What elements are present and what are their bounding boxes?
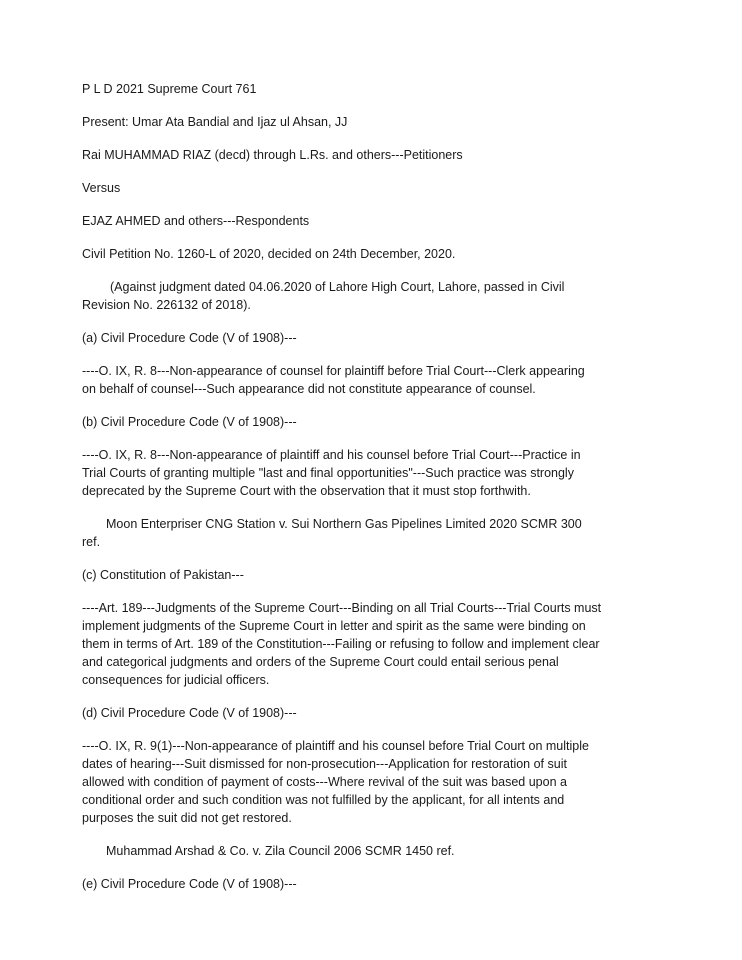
headnote-c-body: ----Art. 189---Judgments of the Supreme Court---Binding on all Trial Courts---Trial Courts must implement judgments of the Supreme Court in letter and spirit as the same were binding on them in terms of Art. 189 of the Constitution---Failing or refusing to follow and implement clear and categorical judgments and orders of the Supreme Court could entail serious penal consequences for judicial officers. — [82, 601, 602, 687]
headnote-b-body: ----O. IX, R. 8---Non-appearance of plaintiff and his counsel before Trial Court---Practice in Trial Courts of granting multiple "last and final opportunities"---Such practice was strongly deprecated by the Supreme Court with the observation that it must stop forthwith. — [82, 448, 581, 498]
versus: Versus — [82, 181, 121, 195]
headnote-d-reference: Muhammad Arshad & Co. v. Zila Council 2006 SCMR 1450 ref. — [106, 844, 455, 858]
bench-present: Present: Umar Ata Bandial and Ijaz ul Ahsan, JJ — [82, 115, 348, 129]
headnote-b-title: (b) Civil Procedure Code (V of 1908)--- — [82, 415, 297, 429]
respondents: EJAZ AHMED and others---Respondents — [82, 214, 310, 228]
judgment-page — [82, 80, 602, 908]
against-judgment: (Against judgment dated 04.06.2020 of Lahore High Court, Lahore, passed in Civil Revision No. 226132 of 2018). — [82, 280, 565, 312]
headnote-a-title: (a) Civil Procedure Code (V of 1908)--- — [82, 331, 297, 345]
headnote-e-title: (e) Civil Procedure Code (V of 1908)--- — [82, 877, 297, 891]
headnote-d-body: ----O. IX, R. 9(1)---Non-appearance of plaintiff and his counsel before Trial Court on multiple dates of hearing---Suit dismissed for non-prosecution---Application for restoration of suit allowed with condition of payment of costs---Where revival of the suit was based upon a conditional order and such condition was not fulfilled by the applicant, for all intents and purposes the suit did not get restored. — [82, 739, 589, 825]
petitioners: Rai MUHAMMAD RIAZ (decd) through L.Rs. and others---Petitioners — [82, 148, 463, 162]
headnote-b-reference: Moon Enterpriser CNG Station v. Sui Northern Gas Pipelines Limited 2020 SCMR 300 ref. — [82, 517, 582, 549]
headnote-d-title: (d) Civil Procedure Code (V of 1908)--- — [82, 706, 297, 720]
petition-number: Civil Petition No. 1260-L of 2020, decided on 24th December, 2020. — [82, 247, 456, 261]
headnote-c-title: (c) Constitution of Pakistan--- — [82, 568, 244, 582]
citation: P L D 2021 Supreme Court 761 — [82, 82, 257, 96]
headnote-a-body: ----O. IX, R. 8---Non-appearance of counsel for plaintiff before Trial Court---Clerk appearing on behalf of counsel---Such appearance did not constitute appearance of counsel. — [82, 364, 585, 396]
